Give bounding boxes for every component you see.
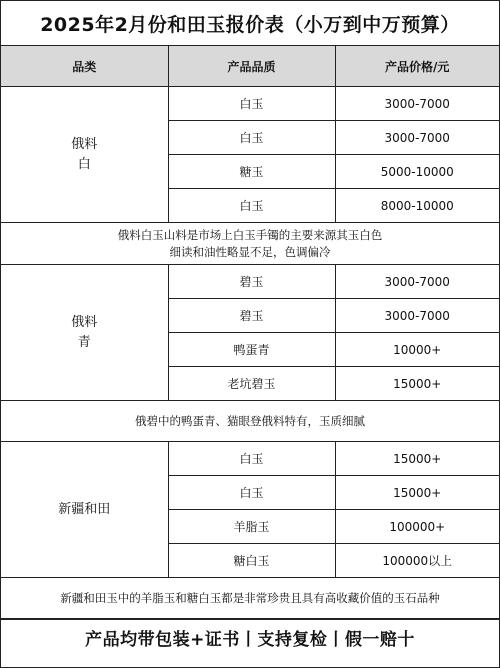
category-label: 俄料	[71, 314, 98, 330]
price-cell: 3000-7000	[335, 265, 499, 299]
category-label: 俄料	[71, 136, 98, 152]
note-line: 俄料白玉山料是市场上白玉手镯的主要来源其玉白色	[117, 227, 383, 242]
quality-cell: 白玉	[168, 189, 335, 223]
note-line: 新疆和田玉中的羊脂玉和糖白玉都是非常珍贵且具有高收藏价值的玉石品种	[60, 590, 440, 605]
table-row	[1, 87, 499, 121]
note-russian-white	[1, 223, 499, 265]
header-price: 产品价格/元	[335, 46, 499, 87]
price-cell: 15000+	[335, 367, 499, 401]
category-cell-xinjiang-hetian	[1, 442, 168, 578]
quality-cell: 糖白玉	[168, 544, 335, 578]
price-cell: 3000-7000	[335, 121, 499, 155]
category-cell-russian-white	[1, 87, 168, 223]
note-row	[1, 401, 499, 442]
quality-cell: 鸭蛋青	[168, 333, 335, 367]
header-category: 品类	[1, 46, 168, 87]
category-label: 青	[77, 334, 91, 350]
note-row	[1, 578, 499, 619]
quality-cell: 白玉	[168, 121, 335, 155]
note-line: 俄碧中的鸭蛋青、猫眼登俄料特有，玉质细腻	[135, 413, 365, 428]
price-cell: 100000以上	[335, 544, 499, 578]
note-xinjiang-hetian	[1, 578, 499, 619]
page-title: 2025年2月份和田玉报价表（小万到中万预算）	[1, 1, 499, 46]
price-cell: 3000-7000	[335, 299, 499, 333]
table-row	[1, 442, 499, 476]
quality-cell: 碧玉	[168, 265, 335, 299]
category-label: 新疆和田	[58, 501, 111, 517]
price-table	[1, 46, 499, 619]
price-cell: 10000+	[335, 333, 499, 367]
quality-cell: 白玉	[168, 476, 335, 510]
quality-cell: 碧玉	[168, 299, 335, 333]
quality-cell: 白玉	[168, 442, 335, 476]
header-quality: 产品品质	[168, 46, 335, 87]
quality-cell: 老坑碧玉	[168, 367, 335, 401]
category-cell-russian-green	[1, 265, 168, 401]
footer-guarantee: 产品均带包装+证书丨支持复检丨假一赔十	[1, 619, 499, 654]
quality-cell: 糖玉	[168, 155, 335, 189]
price-cell: 15000+	[335, 442, 499, 476]
table-row	[1, 265, 499, 299]
category-label: 白	[77, 156, 91, 172]
price-cell: 15000+	[335, 476, 499, 510]
quality-cell: 羊脂玉	[168, 510, 335, 544]
price-cell: 8000-10000	[335, 189, 499, 223]
table-header-row	[1, 46, 499, 87]
price-cell: 5000-10000	[335, 155, 499, 189]
note-line: 细读和油性略显不足，色调偏冷	[169, 244, 331, 259]
note-row	[1, 223, 499, 265]
price-cell: 100000+	[335, 510, 499, 544]
quality-cell: 白玉	[168, 87, 335, 121]
note-russian-green	[1, 401, 499, 442]
price-cell: 3000-7000	[335, 87, 499, 121]
